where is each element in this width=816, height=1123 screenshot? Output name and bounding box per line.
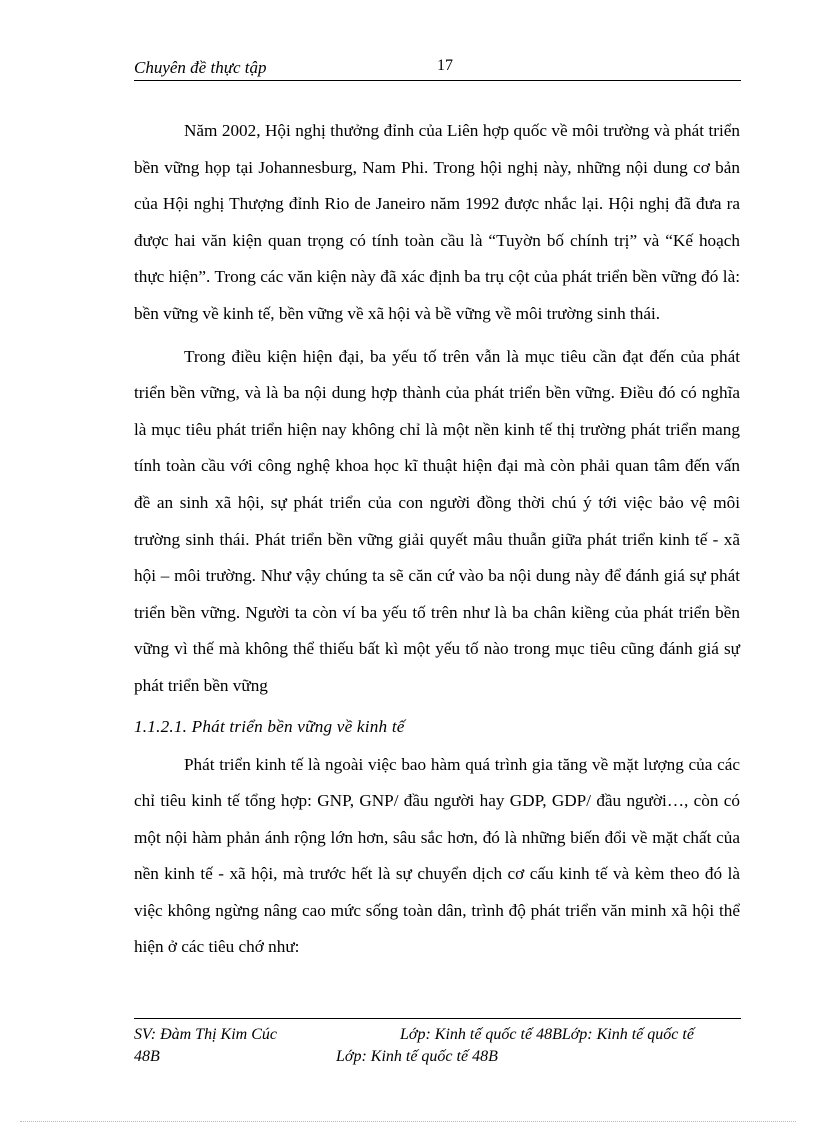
- footer-class-suffix: 48B: [134, 1048, 160, 1065]
- footer-class-label-repeat: Lớp: Kinh tế quốc tế 48B: [336, 1048, 498, 1065]
- paragraph-johannesburg-summit: Năm 2002, Hội nghị thưởng đỉnh của Liên hợp quốc về môi trường và phát triển bền vững họp tại Johannesburg, Nam Phi. Trong hội nghị này, những nội dung cơ bản của Hội nghị Thượng đỉnh Rio de Janeiro năm 1992 được nhắc lại. Hội nghị đã đưa ra được hai văn kiện quan trọng có tính toàn cầu là “Tuyờn bố chính trị” và “Kế hoạch thực hiện”. Trong các văn kiện này đã xác định ba trụ cột của phát triển bền vững đó là: bền vững về kinh tế, bền vững về xã hội và bề vững về môi trường sinh thái.: [134, 121, 740, 323]
- header-title: Chuyên đề thực tập: [134, 58, 267, 77]
- document-body: [134, 113, 740, 966]
- paragraph-three-pillars: Trong điều kiện hiện đại, ba yếu tố trên vẫn là mục tiêu cần đạt đến của phát triển bền vững, và là ba nội dung hợp thành của phát triển bền vững. Điều đó có nghĩa là mục tiêu phát triển hiện nay không chỉ là một nền kinh tế thị trường phát triển mang tính toàn cầu với công nghệ khoa học kĩ thuật hiện đại mà còn phải quan tâm đến vấn đề an sinh xã hội, sự phát triển của con người đồng thời chú ý tới việc bảo vệ môi trường sinh thái. Phát triển bền vững giải quyết mâu thuẫn giữa phát triển kinh tế - xã hội – môi trường. Như vậy chúng ta sẽ căn cứ vào ba nội dung này để đánh giá sự phát triển bền vững. Người ta còn ví ba yếu tố trên như là ba chân kiềng của phát triển bền vững vì thế mà không thể thiếu bất kì một yếu tố nào trong mục tiêu cũng đánh giá sự phát triển bền vững: [134, 346, 740, 695]
- page-header: [134, 56, 741, 80]
- footer-student-name: SV: Đàm Thị Kim Cúc: [134, 1026, 277, 1043]
- footer-class-label: Lớp: Kinh tế quốc tế 48BLớp: Kinh tế quốc tế: [400, 1026, 694, 1043]
- page-footer: [134, 1024, 764, 1068]
- page-bottom-border: [20, 1121, 796, 1122]
- section-heading: 1.1.2.1. Phát triển bền vững về kinh tế: [134, 716, 405, 736]
- header-divider: [134, 80, 741, 81]
- footer-divider: [134, 1018, 741, 1019]
- page-number: 17: [437, 57, 453, 74]
- paragraph-economic-development: Phát triển kinh tế là ngoài việc bao hàm quá trình gia tăng về mặt lượng của các chỉ tiêu kinh tế tổng hợp: GNP, GNP/ đầu người hay GDP, GDP/ đầu người…, còn có một nội hàm phản ánh rộng lớn hơn, sâu sắc hơn, đó là những biến đổi về mặt chất của nền kinh tế - xã hội, mà trước hết là sự chuyển dịch cơ cấu kinh tế và kèm theo đó là việc không ngừng nâng cao mức sống toàn dân, trình độ phát triển văn minh xã hội thể hiện ở các tiêu chớ như:: [134, 754, 740, 957]
